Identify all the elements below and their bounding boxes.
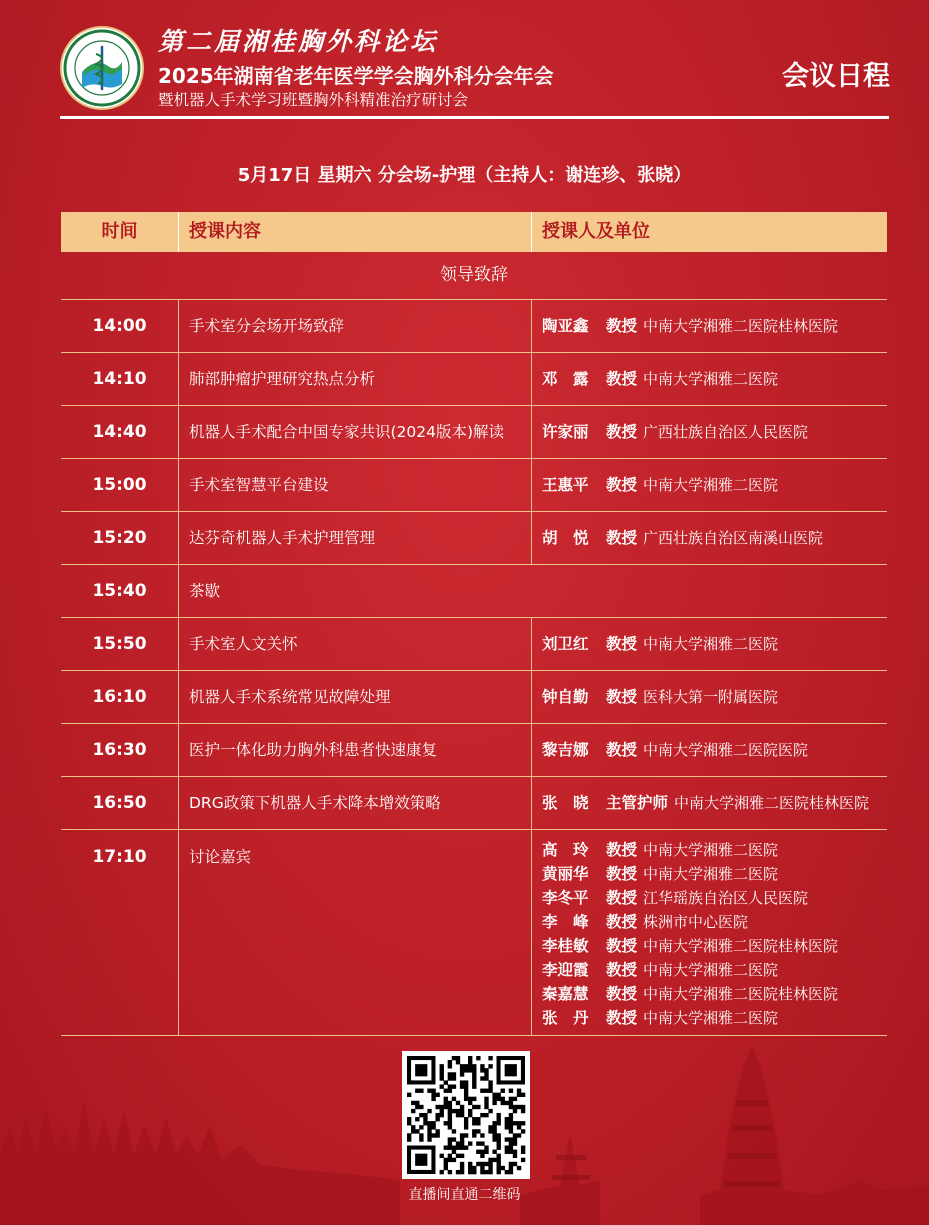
panelist-title: 教授 bbox=[606, 985, 638, 1003]
row-time: 14:10 bbox=[61, 353, 179, 405]
panelist-institution: 江华瑶族自治区人民医院 bbox=[643, 889, 809, 907]
speaker-institution: 中南大学湘雅二医院 bbox=[643, 635, 779, 653]
speaker-institution: 中南大学湘雅二医院 bbox=[643, 370, 779, 388]
speaker-title: 教授 bbox=[606, 635, 638, 653]
qr-code-graphic bbox=[402, 1051, 530, 1179]
speaker-title: 教授 bbox=[606, 529, 638, 547]
speaker-title: 教授 bbox=[606, 370, 638, 388]
row-topic: DRG政策下机器人手术降本增效策略 bbox=[179, 777, 532, 829]
speaker-title: 教授 bbox=[606, 688, 638, 706]
speaker-title: 教授 bbox=[606, 317, 638, 335]
row-time: 15:40 bbox=[61, 565, 179, 617]
panelist-title: 教授 bbox=[606, 889, 638, 907]
speaker-title: 教授 bbox=[606, 423, 638, 441]
row-time: 16:30 bbox=[61, 724, 179, 776]
table-row bbox=[61, 353, 887, 406]
row-topic: 医护一体化助力胸外科患者快速康复 bbox=[179, 724, 532, 776]
row-time: 16:50 bbox=[61, 777, 179, 829]
panelist-title: 教授 bbox=[606, 937, 638, 955]
speaker-name: 钟自勤 bbox=[542, 688, 589, 706]
opening-remarks: 领导致辞 bbox=[61, 252, 887, 300]
panelist-name: 李 峰 bbox=[542, 913, 589, 931]
table-header bbox=[61, 212, 887, 252]
table-row bbox=[61, 777, 887, 830]
row-speaker bbox=[532, 777, 887, 829]
row-topic: 讨论嘉宾 bbox=[179, 830, 532, 1035]
speaker-name: 胡 悦 bbox=[542, 529, 589, 547]
row-speaker bbox=[532, 671, 887, 723]
speaker-institution: 广西壮族自治区南溪山医院 bbox=[643, 529, 824, 547]
panelist-institution: 中南大学湘雅二医院 bbox=[643, 865, 779, 883]
speaker-title: 教授 bbox=[606, 476, 638, 494]
row-speaker bbox=[532, 406, 887, 458]
speaker-name: 许家丽 bbox=[542, 423, 589, 441]
panelist-name: 黄丽华 bbox=[542, 865, 589, 883]
panelist-name: 秦嘉慧 bbox=[542, 985, 589, 1003]
row-topic: 手术室人文关怀 bbox=[179, 618, 532, 670]
panelist bbox=[542, 886, 887, 910]
panelist-name: 高 玲 bbox=[542, 841, 589, 859]
qr-code-icon[interactable] bbox=[402, 1051, 530, 1179]
row-speaker bbox=[532, 618, 887, 670]
panelist-name: 李冬平 bbox=[542, 889, 589, 907]
panelist-title: 教授 bbox=[606, 961, 638, 979]
table-row bbox=[61, 671, 887, 724]
panelist-institution: 中南大学湘雅二医院 bbox=[643, 961, 779, 979]
conference-subtitle: 暨机器人手术学习班暨胸外科精准治疗研讨会 bbox=[158, 91, 469, 109]
header bbox=[60, 18, 890, 118]
table-row bbox=[61, 512, 887, 565]
panelist bbox=[542, 958, 887, 982]
speaker-name: 刘卫红 bbox=[542, 635, 589, 653]
row-time: 17:10 bbox=[61, 830, 179, 1035]
row-time: 15:50 bbox=[61, 618, 179, 670]
row-time: 15:20 bbox=[61, 512, 179, 564]
session-title: 5月17日 星期六 分会场-护理（主持人：谢连珍、张晓） bbox=[237, 165, 692, 186]
agenda-label: 会议日程 bbox=[782, 61, 890, 92]
panelist bbox=[542, 982, 887, 1006]
panelist-institution: 中南大学湘雅二医院 bbox=[643, 841, 779, 859]
header-topic: 授课内容 bbox=[179, 212, 532, 252]
speaker-name: 王惠平 bbox=[542, 476, 589, 494]
panelist bbox=[542, 1006, 887, 1030]
speaker-title: 教授 bbox=[606, 741, 638, 759]
speaker-institution: 中南大学湘雅二医院桂林医院 bbox=[643, 317, 839, 335]
header-speaker: 授课人及单位 bbox=[542, 221, 650, 242]
row-time: 14:40 bbox=[61, 406, 179, 458]
panelist bbox=[542, 934, 887, 958]
panelist-institution: 中南大学湘雅二医院 bbox=[643, 1009, 779, 1027]
speaker-institution: 中南大学湘雅二医院医院 bbox=[643, 741, 809, 759]
forum-title: 第二届湘桂胸外科论坛 bbox=[158, 27, 439, 56]
speaker-institution: 广西壮族自治区人民医院 bbox=[643, 423, 809, 441]
speaker-name: 张 晓 bbox=[542, 794, 589, 812]
row-time: 15:00 bbox=[61, 459, 179, 511]
header-divider bbox=[60, 116, 889, 119]
panelist-title: 教授 bbox=[606, 865, 638, 883]
table-row bbox=[61, 459, 887, 512]
row-topic: 达芬奇机器人手术护理管理 bbox=[179, 512, 532, 564]
society-logo-icon bbox=[60, 26, 144, 110]
schedule-table bbox=[61, 212, 887, 1036]
speaker-institution: 医科大第一附属医院 bbox=[643, 688, 779, 706]
row-time: 14:00 bbox=[61, 300, 179, 352]
table-row bbox=[61, 618, 887, 671]
panelist-title: 教授 bbox=[606, 1009, 638, 1027]
row-time: 16:10 bbox=[61, 671, 179, 723]
panel-list bbox=[532, 830, 887, 1035]
header-time: 时间 bbox=[61, 212, 179, 252]
speaker-name: 邓 露 bbox=[542, 370, 589, 388]
speaker-institution: 中南大学湘雅二医院 bbox=[643, 476, 779, 494]
table-row bbox=[61, 406, 887, 459]
row-speaker bbox=[532, 300, 887, 352]
panelist bbox=[542, 838, 887, 862]
panelist-institution: 中南大学湘雅二医院桂林医院 bbox=[643, 985, 839, 1003]
panelist-institution: 中南大学湘雅二医院桂林医院 bbox=[643, 937, 839, 955]
row-topic: 机器人手术系统常见故障处理 bbox=[179, 671, 532, 723]
speaker-institution: 中南大学湘雅二医院桂林医院 bbox=[674, 794, 870, 812]
discussion-row bbox=[61, 830, 887, 1036]
row-speaker bbox=[532, 512, 887, 564]
panelist-name: 李桂敏 bbox=[542, 937, 589, 955]
panelist-title: 教授 bbox=[606, 841, 638, 859]
table-row bbox=[61, 300, 887, 353]
row-speaker bbox=[532, 459, 887, 511]
table-row bbox=[61, 724, 887, 777]
panelist-institution: 株洲市中心医院 bbox=[643, 913, 749, 931]
panelist-name: 张 丹 bbox=[542, 1009, 589, 1027]
conference-title: 2025年湖南省老年医学学会胸外科分会年会 bbox=[158, 64, 554, 88]
row-topic: 手术室分会场开场致辞 bbox=[179, 300, 532, 352]
panelist-title: 教授 bbox=[606, 913, 638, 931]
panelist bbox=[542, 910, 887, 934]
row-speaker-empty bbox=[532, 565, 887, 617]
row-topic: 手术室智慧平台建设 bbox=[179, 459, 532, 511]
speaker-name: 黎吉娜 bbox=[542, 741, 589, 759]
row-topic: 机器人手术配合中国专家共识(2024版本)解读 bbox=[179, 406, 532, 458]
row-topic: 茶歇 bbox=[189, 582, 221, 600]
qr-caption: 直播间直通二维码 bbox=[408, 1187, 521, 1203]
speaker-name: 陶亚鑫 bbox=[542, 317, 589, 335]
row-topic: 肺部肿瘤护理研究热点分析 bbox=[179, 353, 532, 405]
row-speaker bbox=[532, 353, 887, 405]
table-row-break bbox=[61, 565, 887, 618]
panelist-name: 李迎霞 bbox=[542, 961, 589, 979]
speaker-title: 主管护师 bbox=[606, 794, 669, 812]
panelist bbox=[542, 862, 887, 886]
row-speaker bbox=[532, 724, 887, 776]
